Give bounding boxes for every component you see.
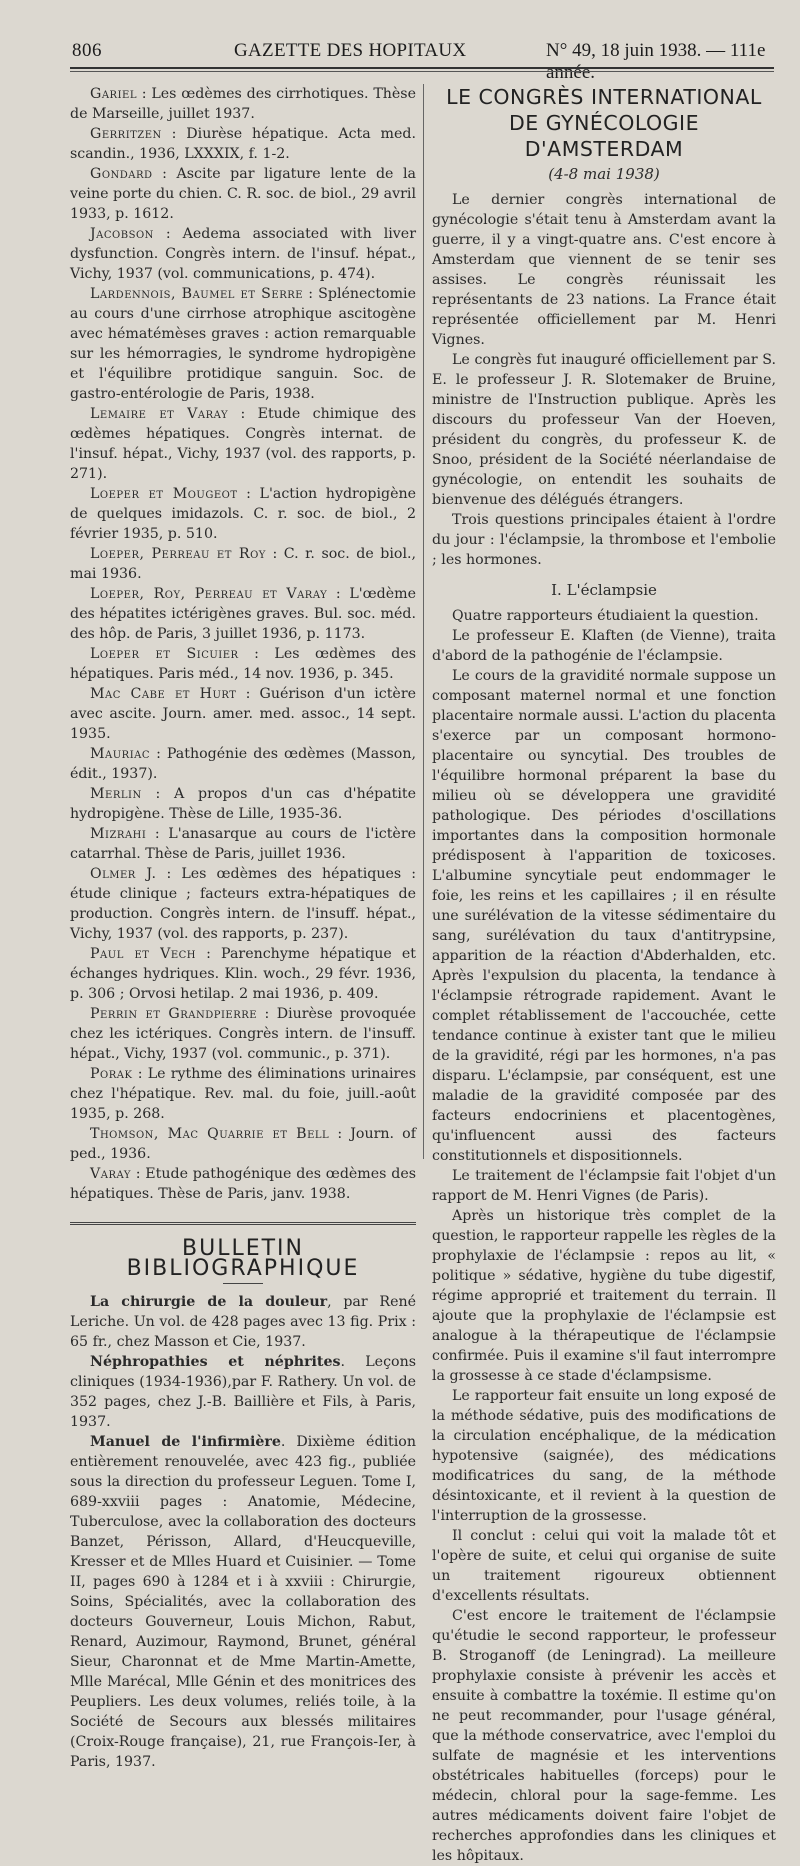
book-title: La chirurgie de la douleur: [90, 1294, 328, 1310]
reference-text: : Les œdèmes des hépatiques. Paris méd., 14 nov. 1936, p. 345.: [70, 646, 416, 682]
body-paragraph: Quatre rapporteurs étudiaient la question.: [452, 608, 759, 624]
reference-entry: [70, 124, 416, 164]
reference-text: : Aedema associated with liver dysfunction. Congrès intern. de l'insuf. hépat., Vichy, 1937 (vol. communications, p. 474).: [70, 226, 416, 282]
reference-text: : Pathogénie des œdèmes (Masson, édit., 1937).: [70, 746, 416, 782]
reference-text: : Journ. of ped., 1936.: [70, 1126, 416, 1162]
reference-text: : Diurèse provoquée chez les ictériques. Congrès intern. de l'insuff. hépat., Vichy, 1937 (vol. communic., p. 371).: [70, 1006, 416, 1062]
book-details: , par René Leriche. Un vol. de 428 pages avec 13 fig. Prix : 65 fr., chez Masson et Cie, 1937.: [70, 1294, 416, 1350]
reference-entry: [70, 744, 416, 784]
reference-author: Mauriac: [90, 746, 151, 762]
book-details: . Leçons cliniques (1934-1936),par F. Rathery. Un vol. de 352 pages, chez J.-B. Baillière et Fils, à Paris, 1937.: [70, 1354, 416, 1430]
reference-entry: [70, 864, 416, 944]
bibliography-entry: [70, 1292, 416, 1352]
body-paragraph: Il conclut : celui qui voit la malade tôt et l'opère de suite, et celui qui organise de suite un traitement rigoureux obtiennent d'excellents résultats.: [432, 1528, 776, 1604]
reference-author: Loeper et Mougeot: [90, 486, 238, 502]
reference-entry: [70, 1164, 416, 1204]
reference-author: Mizrahi: [90, 826, 147, 842]
right-column: [432, 84, 776, 1866]
reference-text: : Etude chimique des œdèmes hépatiques. Congrès internat. de l'insuf. hépat., Vichy, 1937 (vol. des rapports, p. 271).: [70, 406, 416, 482]
reference-entry: [70, 484, 416, 544]
reference-entry: [70, 644, 416, 684]
reference-author: Mac Cabe et Hurt: [90, 686, 237, 702]
reference-entry: [70, 164, 416, 224]
bulletin-title: BULLETIN BIBLIOGRAPHIQUE: [126, 1236, 360, 1281]
intro-paragraph: Trois questions principales étaient à l'ordre du jour : l'éclampsie, la thrombose et l'embolie ; les hormones.: [432, 512, 776, 568]
bibliography-entry: [70, 1432, 416, 1772]
book-details: . Dixième édition entièrement renouvelée, avec 423 fig., publiée sous la direction du professeur Leguen. Tome I, 689-xxviii pages : Anatomie, Médecine, Tuberculose, avec la collaboration des docteurs Banzet, Périsson, Allard, d'Heucqueville, Kresser et de Mlles Huard et Cuisinier. — Tome II, pages 690 à 1284 et i à xxviii : Chirurgie, Soins, Spécialités, avec la collaboration des docteurs Gouverneur, Louis Michon, Rabut, Renard, Auzimour, Raymond, Brunet, général Sieur, Charonnat et de Mme Martin-Amette, Mlle Marécal, Mlle Génin et des monitrices des Peupliers. Les deux volumes, reliés toile, à la Société de Secours aux blessés militaires (Croix-Rouge française), 21, rue François-Ier, à Paris, 1937.: [70, 1434, 416, 1770]
reference-author: Loeper, Perreau et Roy: [90, 546, 266, 562]
article-title-line2: D'AMSTERDAM: [524, 137, 684, 161]
reference-entry: [70, 1064, 416, 1124]
header-rule-thin: [70, 71, 774, 72]
issue-info: N° 49, 18 juin 1938. — 111e année.: [546, 40, 766, 83]
title-underline: [223, 1283, 263, 1284]
reference-author: Merlin: [90, 786, 142, 802]
reference-entry: [70, 1004, 416, 1064]
congress-date: (4-8 mai 1938): [548, 165, 660, 183]
journal-title: GAZETTE DES HOPITAUX: [234, 40, 467, 61]
reference-text: : C. r. soc. de biol., mai 1936.: [70, 546, 417, 582]
reference-author: Porak: [90, 1066, 133, 1082]
intro-paragraph: Le dernier congrès international de gynécologie s'était tenu à Amsterdam avant la guerre, il y a vingt-quatre ans. C'est encore à Amsterdam que viennent de se tenir ses assises. Le congrès réunissait les représentants de 23 nations. La France était représentée officiellement par M. Henri Vignes.: [432, 192, 776, 348]
body-paragraph: Après un historique très complet de la question, le rapporteur rappelle les règles de la prophylaxie de l'éclampsie : repos au lit, « politique » sédative, hygiène du tube digestif, régime approprié et traitement du terrain. Il ajoute que la prophylaxie de l'éclampsie est analogue à la thérapeutique de l'éclampsie confirmée. Puis il examine s'il faut interrompre la grossesse à ce stade d'éclampsisme.: [432, 1208, 777, 1384]
reference-author: Loeper, Roy, Perreau et Varay: [90, 586, 328, 602]
reference-text: : Etude pathogénique des œdèmes des hépatiques. Thèse de Paris, janv. 1938.: [70, 1166, 416, 1202]
body-paragraph: Le traitement de l'éclampsie fait l'objet d'un rapport de M. Henri Vignes (de Paris).: [432, 1168, 776, 1204]
reference-entry: [70, 584, 416, 644]
reference-entry: [70, 84, 416, 124]
body-paragraph: Le professeur E. Klaften (de Vienne), traita d'abord de la pathogénie de l'éclampsie.: [432, 628, 776, 664]
reference-entry: [70, 544, 416, 584]
reference-author: Gariel: [90, 86, 137, 102]
left-column: [70, 84, 416, 1772]
reference-author: Loeper et Sicuier: [90, 646, 239, 662]
article-title: LE CONGRÈS INTERNATIONAL DE GYNÉCOLOGIE: [446, 85, 762, 135]
reference-author: Lardennois, Baumel et Serre: [90, 286, 304, 302]
reference-entry: [70, 284, 416, 404]
body-paragraph: C'est encore le traitement de l'éclampsie qu'étudie le second rapporteur, le professeur B. Stroganoff (de Leningrad). La meilleure prophylaxie consiste à prévenir les accès et ensuite à combattre la toxémie. Il estime qu'on ne peut recommander, pour l'usage général, que la méthode conservatrice, avec l'emploi du sulfate de magnésie et les interventions obstétricales habituelles (forceps) pour le médecin, chloral pour la sage-femme. Les autres médicaments doivent faire l'objet de recherches approfondies dans les cliniques et les hôpitaux.: [432, 1608, 776, 1864]
reference-text: : L'anasarque au cours de l'ictère catarrhal. Thèse de Paris, juillet 1936.: [70, 826, 416, 862]
bibliography-entry: [70, 1352, 416, 1432]
page-header: [0, 40, 800, 83]
reference-author: Olmer J.: [90, 866, 157, 882]
body-paragraph: Le cours de la gravidité normale suppose un composant maternel normal et une fonction placentaire normale aussi. L'action du placenta s'exerce par un composant hormono-placentaire ou syncytial. Des troubles de l'équilibre hormonal préparent la base du milieu où se développera une gravidité pathologique. Des périodes d'oscillations importantes dans la composition hormonale prédisposent à l'apparition de toxicoses. L'albumine syncytiale peut endommager le foie, les reins et les capillaires ; il en résulte une surélévation de la vitesse sédimentaire du sang, surélévation du taux d'antitrypsine, apparition de la réaction d'Abderhalden, etc. Après l'expulsion du placenta, la tendance à l'éclampsie rétrograde rapidement. Avant le complet rétablissement de l'accouchée, cette tendance continue à exister tant que le milieu de la gravidité, régi par les hormones, n'a pas disparu. L'éclampsie, par conséquent, est une maladie de la gravidité composée par des facteurs endocriniens et placentogènes, qu'influencent aussi des facteurs constitutionnels et dispositionnels.: [432, 668, 776, 1164]
reference-entry: [70, 224, 416, 284]
body-paragraph: Le rapporteur fait ensuite un long exposé de la méthode sédative, puis des modifications de la circulation encéphalique, de la médication hypotensive (saignée), des médications modificatrices du sang, de la méthode désintoxicante, et il revient à la question de l'interruption de la grossesse.: [432, 1388, 776, 1524]
reference-author: Paul et Vech: [90, 946, 196, 962]
reference-text: : Le rythme des éliminations urinaires chez l'hépatique. Rev. mal. du foie, juill.-août 1935, p. 268.: [70, 1066, 416, 1122]
reference-author: Gondard: [90, 166, 153, 182]
reference-text: : L'œdème des hépatites ictérigènes graves. Bul. soc. méd. des hôp. de Paris, 3 juillet 1936, p. 1173.: [70, 586, 416, 642]
reference-author: Gerritzen: [90, 126, 162, 142]
reference-author: Lemaire et Varay: [90, 406, 229, 422]
reference-entry: [70, 1124, 416, 1164]
reference-list: [70, 84, 416, 1204]
header-rule: [70, 67, 774, 69]
reference-text: : Guérison d'un ictère avec ascite. Journ. amer. med. assoc., 14 sept. 1935.: [70, 686, 416, 742]
reference-entry: [70, 684, 416, 744]
book-title: Manuel de l'infirmière: [90, 1434, 281, 1450]
reference-author: Varay: [90, 1166, 131, 1182]
reference-entry: [70, 404, 416, 484]
reference-text: : Ascite par ligature lente de la veine porte du chien. C. R. soc. de biol., 29 avril 1933, p. 1612.: [70, 166, 416, 222]
reference-author: Perrin et Grandpierre: [90, 1006, 258, 1022]
reference-text: : Parenchyme hépatique et échanges hydriques. Klin. woch., 29 févr. 1936, p. 306 ; Orvosi hetilap. 2 mai 1936, p. 409.: [70, 946, 416, 1002]
reference-author: Jacobson: [90, 226, 154, 242]
reference-text: : Les œdèmes des cirrhotiques. Thèse de Marseille, juillet 1937.: [70, 86, 416, 122]
reference-author: Thomson, Mac Quarrie et Bell: [90, 1126, 330, 1142]
reference-entry: [70, 784, 416, 824]
reference-text: : Les œdèmes des hépatiques : étude clinique ; facteurs extra-hépatiques de production. Congrès intern. de l'insuff. hépat., Vichy, 1937 (vol. des rapports, p. 237).: [70, 866, 416, 942]
section-heading: I. L'éclampsie: [551, 581, 657, 599]
book-title: Néphropathies et néphrites: [90, 1354, 341, 1370]
reference-entry: [70, 944, 416, 1004]
bibliography-list: [70, 1292, 416, 1772]
reference-entry: [70, 824, 416, 864]
intro-paragraph: Le congrès fut inauguré officiellement par S. E. le professeur J. R. Slotemaker de Bruine, ministre de l'Instruction publique. Après les discours du professeur Van der Hoeven, président du congrès, du professeur K. de Snoo, président de la Société néerlandaise de gynécologie, on entendit les souhaits de bienvenue des délégués étrangers.: [432, 352, 776, 508]
column-divider: [423, 84, 424, 1159]
reference-text: : L'action hydropigène de quelques imidazols. C. r. soc. de biol., 2 février 1935, p. 510.: [70, 486, 416, 542]
reference-text: : Splénectomie au cours d'une cirrhose atrophique ascitogène avec hématémèses graves : action remarquable sur les hémorragies, le syndrome hydropigène et l'équilibre protidique sanguin. Soc. de gastro-entérologie de Paris, 1938.: [70, 286, 416, 402]
reference-text: : A propos d'un cas d'hépatite hydropigène. Thèse de Lille, 1935-36.: [70, 786, 416, 822]
section-divider: [70, 1222, 416, 1225]
reference-text: : Diurèse hépatique. Acta med. scandin., 1936, LXXXIX, f. 1-2.: [70, 126, 416, 162]
page-number: 806: [72, 40, 102, 61]
